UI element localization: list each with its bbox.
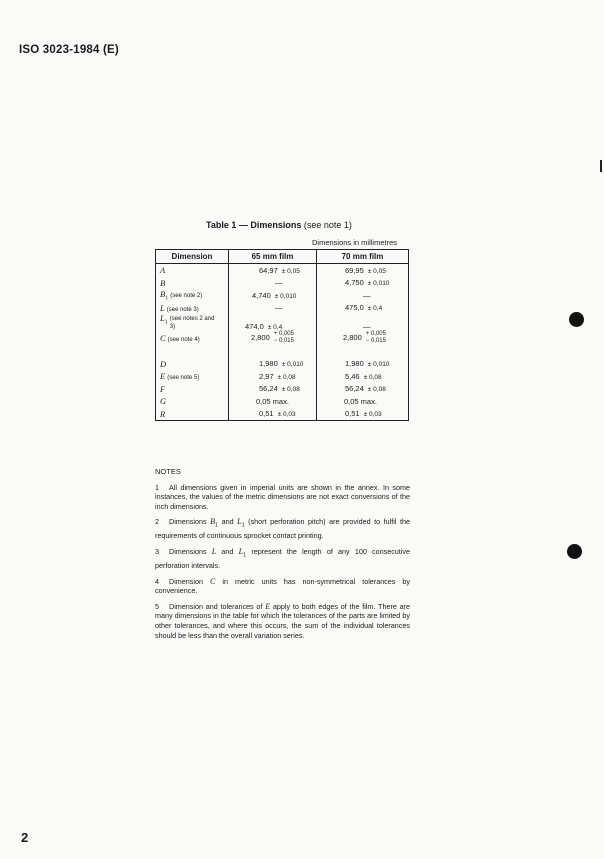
table-caption-title: Table 1 — Dimensions bbox=[206, 220, 302, 230]
tolerance-70: ± 0,08 bbox=[367, 386, 386, 394]
value-70: 475,0 bbox=[345, 303, 364, 313]
note-2-text: and bbox=[218, 517, 238, 527]
upper-tolerance-70: + 0,005 bbox=[365, 331, 386, 338]
notes-section bbox=[155, 467, 410, 646]
note-5-text: apply to both edges of the film. There are many dimensions in the table for which the tolerances of the parts are limited by other tolerances, and where this occurs, the sum of the individual tolerances should be less than the overall variation series. bbox=[155, 601, 410, 640]
table-row bbox=[156, 408, 409, 421]
upper-tolerance-65: + 0,005 bbox=[273, 331, 294, 338]
dimension-note: (see note 2) bbox=[170, 293, 203, 299]
column-header-dimension: Dimension bbox=[156, 250, 229, 264]
table-row bbox=[156, 302, 409, 315]
margin-mark bbox=[600, 160, 602, 172]
note-3-text: and bbox=[216, 547, 239, 556]
note-1: 1 All dimensions given in imperial units are shown in the annex. In some instances, the values of the metric dimensions are not exact conversions of the inch dimensions. bbox=[155, 482, 410, 511]
table-caption bbox=[206, 220, 352, 230]
tolerance-70: ± 0,05 bbox=[367, 267, 386, 275]
note-4-text: in metric units has non-symmetrical tolerances by convenience. bbox=[155, 576, 410, 596]
value-70: 4,750 bbox=[345, 278, 364, 288]
document-header: ISO 3023-1984 (E) bbox=[19, 44, 119, 56]
value-70: — bbox=[363, 322, 371, 332]
dimension-symbol: C bbox=[160, 333, 166, 344]
value-65: 4,740 bbox=[252, 290, 271, 300]
value-65: 64,97 bbox=[259, 265, 278, 275]
tolerance-65: ± 0,4 bbox=[267, 324, 283, 332]
value-65: 0,51 bbox=[259, 409, 274, 419]
value-70: 2,800 bbox=[343, 333, 362, 343]
table-row bbox=[156, 289, 409, 302]
dimension-note: (see note 5) bbox=[167, 375, 200, 382]
symbol-l1: L bbox=[238, 547, 244, 556]
note-4: 4 Dimension C in metric units has non-symmetrical tolerances by convenience. bbox=[155, 576, 410, 596]
value-70: 69,95 bbox=[345, 265, 364, 275]
symbol-e: E bbox=[265, 601, 271, 611]
tolerance-65: ± 0,010 bbox=[274, 292, 297, 300]
dimension-symbol-subscript: 1 bbox=[164, 319, 168, 326]
dimension-symbol: B bbox=[160, 277, 166, 288]
table-caption-note: (see note 1) bbox=[301, 220, 352, 230]
asymmetric-tolerance-65 bbox=[274, 331, 294, 345]
value-70: 5,46 bbox=[345, 371, 360, 381]
value-65: — bbox=[275, 278, 283, 288]
note-1-text: All dimensions given in imperial units are shown in the annex. In some instances, the values of the metric dimensions are not exact conversions of the inch dimensions. bbox=[155, 482, 410, 511]
dimension-symbol: D bbox=[160, 358, 167, 369]
table-spacer-row bbox=[156, 345, 409, 358]
value-65: 474,0 bbox=[245, 322, 264, 332]
dimension-symbol-subscript: 1 bbox=[165, 295, 169, 302]
dimension-symbol: $B_1$ bbox=[160, 289, 169, 302]
value-65: 0,05 max. bbox=[256, 396, 289, 406]
note-3-text: represent the length of any 100 consecutive perforation intervals. bbox=[155, 547, 410, 571]
note-3-text: Dimensions bbox=[169, 547, 212, 556]
table-row bbox=[156, 370, 409, 383]
page-number: 2 bbox=[21, 830, 29, 845]
tolerance-65: ± 0,010 bbox=[281, 361, 304, 369]
value-65: 1,980 bbox=[259, 359, 278, 369]
dimension-symbol: G bbox=[160, 396, 167, 407]
value-65: — bbox=[275, 303, 283, 313]
tolerance-70: ± 0,010 bbox=[367, 361, 390, 369]
dimension-symbol: A bbox=[160, 265, 166, 276]
tolerance-70: ± 0,03 bbox=[363, 411, 382, 419]
symbol-c: C bbox=[210, 576, 216, 586]
symbol-l: L bbox=[211, 547, 217, 556]
dimension-note: (see notes 2 and 3) bbox=[169, 316, 215, 331]
column-header-70mm: 70 mm film bbox=[317, 250, 409, 264]
note-5: 5 Dimension and tolerances of E apply to both edges of the film. There are many dimensions in the table for which the tolerances of the parts are limited by other tolerances, and where this occurs, the sum of the individual tolerances should be less than the overall variation series. bbox=[155, 601, 410, 640]
note-3: 3 Dimensions L and $L_1$ represent the length of any 100 consecutive perforation intervals. bbox=[155, 547, 410, 571]
table-row bbox=[156, 277, 409, 290]
dimension-note: (see note 4) bbox=[167, 337, 200, 344]
note-2: 2 Dimensions $B_1$ and $L_1$ (short perforation pitch) are provided to fulfil the requirements of continuous sprocket contact printing. bbox=[155, 517, 410, 541]
asymmetric-tolerance-70 bbox=[366, 331, 386, 345]
tolerance-65: ± 0,05 bbox=[281, 267, 300, 275]
value-70: 56,24 bbox=[345, 384, 364, 394]
dimension-symbol: F bbox=[160, 383, 166, 394]
table-row bbox=[156, 358, 409, 371]
value-65: 2,800 bbox=[251, 333, 270, 343]
tolerance-70: ± 0,010 bbox=[367, 280, 390, 288]
punch-hole-top bbox=[569, 312, 584, 327]
tolerance-70: ± 0,4 bbox=[367, 305, 383, 313]
lower-tolerance-70: − 0,015 bbox=[365, 338, 386, 345]
value-70: 0,51 bbox=[345, 409, 360, 419]
table-row bbox=[156, 264, 409, 277]
punch-hole-bottom bbox=[567, 544, 582, 559]
notes-heading: NOTES bbox=[155, 467, 181, 476]
note-2-text: (short perforation pitch) are provided to fulfil the requirements of continuous sprocket contact printing. bbox=[155, 517, 410, 541]
value-70: — bbox=[363, 290, 371, 300]
value-65: 56,24 bbox=[259, 384, 278, 394]
table-units: Dimensions in millimetres bbox=[312, 238, 398, 247]
dimensions-table bbox=[155, 249, 409, 421]
dimension-symbol: L bbox=[160, 302, 165, 313]
value-70: 1,980 bbox=[345, 359, 364, 369]
dimension-symbol: $L_1$ bbox=[160, 313, 168, 326]
lower-tolerance-65: − 0,015 bbox=[273, 338, 294, 345]
table-row bbox=[156, 314, 409, 331]
symbol-b1: B bbox=[210, 517, 215, 527]
dimension-symbol: E bbox=[160, 371, 166, 382]
value-70: 0,05 max. bbox=[344, 396, 377, 406]
note-2-text: Dimensions bbox=[169, 517, 211, 527]
note-4-text: Dimension bbox=[169, 576, 210, 586]
tolerance-65: ± 0,08 bbox=[281, 386, 300, 394]
column-header-65mm: 65 mm film bbox=[229, 250, 317, 264]
table-row bbox=[156, 331, 409, 345]
table-row bbox=[156, 383, 409, 396]
dimension-note: (see note 3) bbox=[166, 306, 199, 313]
tolerance-65: ± 0,08 bbox=[277, 373, 296, 381]
tolerance-65: ± 0,03 bbox=[277, 411, 296, 419]
table-row bbox=[156, 395, 409, 408]
value-65: 2,97 bbox=[259, 371, 274, 381]
note-5-text: Dimension and tolerances of bbox=[169, 601, 266, 611]
tolerance-70: ± 0,08 bbox=[363, 373, 382, 381]
dimension-symbol: R bbox=[160, 408, 166, 419]
symbol-l1: L bbox=[237, 517, 242, 527]
